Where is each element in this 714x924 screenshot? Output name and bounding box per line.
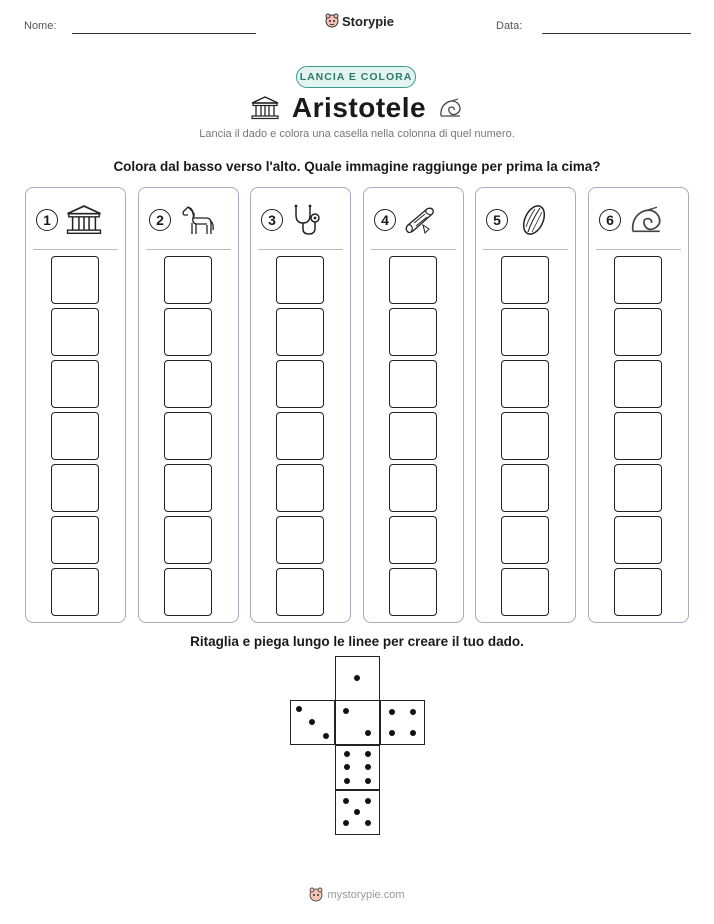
color-box[interactable] xyxy=(501,516,549,564)
column-6 xyxy=(588,187,689,623)
die-face-4 xyxy=(380,700,425,745)
seed-icon xyxy=(514,202,554,238)
color-box[interactable] xyxy=(501,308,549,356)
storypie-mascot-icon xyxy=(325,13,339,29)
color-box[interactable] xyxy=(276,516,324,564)
die-pip xyxy=(365,778,371,784)
activity-badge: LANCIA E COLORA xyxy=(296,66,416,88)
color-box[interactable] xyxy=(389,308,437,356)
color-box[interactable] xyxy=(164,308,212,356)
die-face-3 xyxy=(290,700,335,745)
die-pip xyxy=(410,709,416,715)
color-box[interactable] xyxy=(164,360,212,408)
color-box[interactable] xyxy=(164,256,212,304)
column-divider xyxy=(596,249,681,250)
die-pip xyxy=(343,820,349,826)
color-box[interactable] xyxy=(276,256,324,304)
footer-url: mystorypie.com xyxy=(327,889,405,901)
die-pip xyxy=(344,778,350,784)
column-number: 3 xyxy=(261,209,283,231)
stethoscope-icon xyxy=(289,202,329,238)
color-box[interactable] xyxy=(164,412,212,460)
color-box[interactable] xyxy=(164,516,212,564)
color-box[interactable] xyxy=(276,464,324,512)
die-pip xyxy=(354,809,360,815)
column-divider xyxy=(146,249,231,250)
date-label: Data: xyxy=(496,20,523,32)
column-header xyxy=(149,202,231,238)
color-box[interactable] xyxy=(389,516,437,564)
column-number: 2 xyxy=(149,209,171,231)
column-5 xyxy=(475,187,576,623)
column-header xyxy=(261,202,343,238)
color-box[interactable] xyxy=(501,256,549,304)
column-divider xyxy=(33,249,118,250)
color-box[interactable] xyxy=(501,464,549,512)
color-box[interactable] xyxy=(614,516,662,564)
die-pip xyxy=(365,764,371,770)
color-box[interactable] xyxy=(164,464,212,512)
color-box[interactable] xyxy=(51,568,99,616)
color-box[interactable] xyxy=(389,256,437,304)
seashell-icon xyxy=(627,202,667,238)
color-box[interactable] xyxy=(51,464,99,512)
die-pip xyxy=(365,730,371,736)
greek-temple-icon xyxy=(250,95,280,121)
die-face-6 xyxy=(335,745,380,790)
die-pip xyxy=(389,709,395,715)
column-number: 4 xyxy=(374,209,396,231)
brand-logo xyxy=(325,13,394,29)
color-box[interactable] xyxy=(276,308,324,356)
column-number: 6 xyxy=(599,209,621,231)
color-box[interactable] xyxy=(51,412,99,460)
subtitle: Lancia il dado e colora una casella nella colonna di quel numero. xyxy=(199,128,515,140)
die-face-1 xyxy=(335,656,380,701)
storypie-mascot-icon xyxy=(309,887,323,903)
die-pip xyxy=(323,733,329,739)
seashell-icon xyxy=(438,96,464,120)
brand-name: Storypie xyxy=(342,13,395,29)
column-divider xyxy=(371,249,456,250)
column-1 xyxy=(25,187,126,623)
die-pip xyxy=(296,706,302,712)
color-box[interactable] xyxy=(389,464,437,512)
die-pip xyxy=(365,751,371,757)
column-header xyxy=(486,202,568,238)
column-number: 1 xyxy=(36,209,58,231)
horse-icon xyxy=(177,202,217,238)
die-face-5 xyxy=(335,790,380,835)
color-box[interactable] xyxy=(276,568,324,616)
color-box[interactable] xyxy=(51,360,99,408)
instructions: Colora dal basso verso l'alto. Quale immagine raggiunge per prima la cima? xyxy=(113,159,601,174)
color-box[interactable] xyxy=(164,568,212,616)
color-box[interactable] xyxy=(614,412,662,460)
die-pip xyxy=(410,730,416,736)
color-box[interactable] xyxy=(51,516,99,564)
column-header xyxy=(599,202,681,238)
column-4 xyxy=(363,187,464,623)
column-divider xyxy=(483,249,568,250)
die-pip xyxy=(343,708,349,714)
color-box[interactable] xyxy=(614,568,662,616)
die-pip xyxy=(365,798,371,804)
die-pip xyxy=(343,798,349,804)
color-box[interactable] xyxy=(51,256,99,304)
column-2 xyxy=(138,187,239,623)
name-label: Nome: xyxy=(24,20,57,32)
color-box[interactable] xyxy=(614,360,662,408)
cut-instructions: Ritaglia e piega lungo le linee per creare il tuo dado. xyxy=(190,634,524,649)
page-title: Aristotele xyxy=(291,92,427,123)
column-header xyxy=(374,202,456,238)
scroll-icon xyxy=(402,202,442,238)
die-pip xyxy=(344,751,350,757)
die-face-2 xyxy=(335,700,380,745)
color-box[interactable] xyxy=(51,308,99,356)
die-pip xyxy=(389,730,395,736)
die-pip xyxy=(365,820,371,826)
color-box[interactable] xyxy=(614,256,662,304)
name-line[interactable] xyxy=(72,33,256,34)
column-3 xyxy=(250,187,351,623)
column-header xyxy=(36,202,118,238)
footer xyxy=(0,887,714,903)
column-number: 5 xyxy=(486,209,508,231)
color-box[interactable] xyxy=(389,360,437,408)
color-box[interactable] xyxy=(389,568,437,616)
color-box[interactable] xyxy=(501,360,549,408)
color-box[interactable] xyxy=(501,412,549,460)
color-box[interactable] xyxy=(389,412,437,460)
die-pip xyxy=(309,719,315,725)
color-box[interactable] xyxy=(276,412,324,460)
die-pip xyxy=(344,764,350,770)
color-box[interactable] xyxy=(614,464,662,512)
greek-temple-icon xyxy=(64,202,104,238)
die-pip xyxy=(354,675,360,681)
color-box[interactable] xyxy=(501,568,549,616)
color-box[interactable] xyxy=(614,308,662,356)
date-line[interactable] xyxy=(542,33,691,34)
color-box[interactable] xyxy=(276,360,324,408)
title-row xyxy=(0,92,714,124)
column-divider xyxy=(258,249,343,250)
